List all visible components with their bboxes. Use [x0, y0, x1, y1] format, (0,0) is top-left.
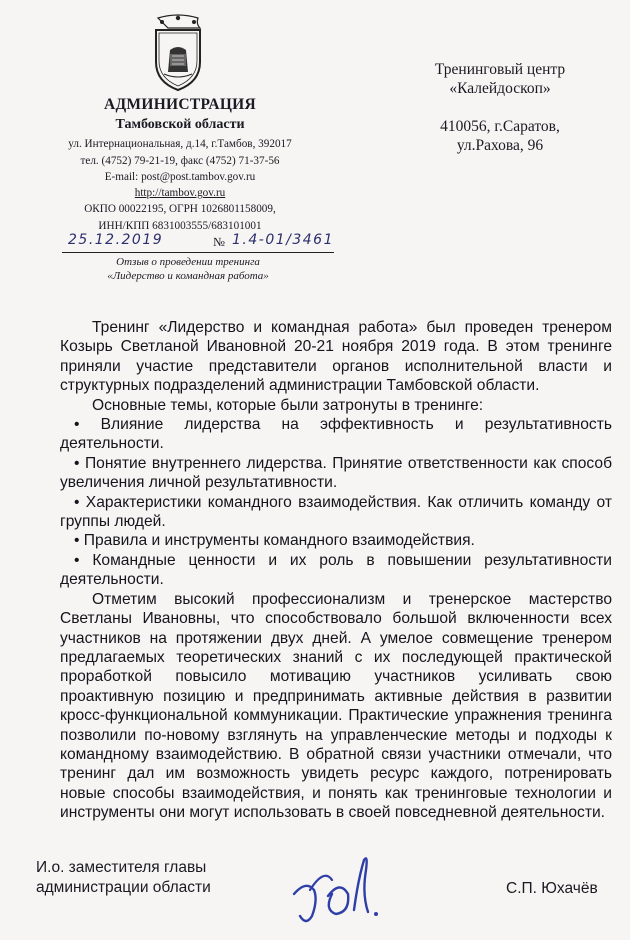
topic-bullet-2: • Понятие внутреннего лидерства. Принятие ответственности как способ увеличения личной результативности.: [60, 454, 612, 492]
paragraph-conclusion: Отметим высокий профессионализм и тренерское мастерство Светланы Ивановны, что способствовало большой включенности всех участников на протяжении двух дней. А умелое совмещение тренером предлагаемых теоретических знаний с их последующей практической проработкой повысило мотивацию участников усиливать свою проактивную позицию и предпринимать активные действия в развитии кросс-функциональной коммуникации. Практические упражнения тренинга позволили по-новому взглянуть на управленческие методы и подходы к командному взаимодействию. В обратной связи участники отмечали, что тренинг дал им возможность увидеть ресурс каждого, потренировать новые способы взаимодействия, и понять как тренинговые технологии и инструменты они могут использовать в своей повседневной деятельности.: [60, 590, 612, 822]
signer-name: С.П. Юхачёв: [506, 880, 598, 897]
handwritten-signature: [284, 850, 404, 930]
letter-subject: [88, 255, 288, 284]
org-okpo: ОКПО 00022195, ОГРН 1026801158009,: [84, 203, 276, 216]
subject-line-2: «Лидерство и командная работа»: [107, 270, 269, 283]
signer-position-1: И.о. заместителя главы: [36, 859, 207, 876]
recipient-name-1: Тренинговый центр: [434, 61, 566, 78]
org-email: E-mail: post@post.tambov.gov.ru: [104, 170, 256, 183]
recipient-block: [405, 60, 595, 156]
topic-bullet-1: • Влияние лидерства на эффективность и результативность деятельности.: [60, 416, 612, 453]
reference-date: 25.12.2019: [68, 232, 164, 248]
paragraph-topics-intro: Основные темы, которые были затронуты в тренинге:: [92, 396, 484, 414]
reference-number: 1.4-01/3461: [232, 232, 334, 248]
recipient-name-2: «Калейдоскоп»: [449, 80, 551, 98]
topic-bullet-4: • Правила и инструменты командного взаимодействия.: [74, 532, 475, 550]
sender-block: [50, 96, 310, 234]
letter-body: [60, 318, 612, 823]
signer-position: [36, 858, 211, 898]
org-requisites: [50, 136, 310, 233]
paragraph-intro: Тренинг «Лидерство и командная работа» был проведен тренером Козырь Светланой Ивановной 20-21 ноября 2019 года. В этом тренинге приняли участие представители органов исполнительной власти и структурных подразделений администрации Тамбовской области.: [60, 319, 612, 395]
org-region: Тамбовской области: [115, 116, 245, 132]
topic-bullet-5: • Командные ценности и их роль в повышении результативности деятельности.: [60, 551, 612, 589]
coat-of-arms-icon: [150, 14, 206, 92]
org-inn: ИНН/КПП 6831003555/683101001: [98, 219, 262, 232]
org-address: ул. Интернациональная, д.14, г.Тамбов, 392017: [68, 138, 292, 151]
recipient-address-1: 410056, г.Саратов,: [440, 117, 560, 135]
org-name: АДМИНИСТРАЦИЯ: [103, 96, 257, 113]
org-phone: тел. (4752) 79-21-19, факс (4752) 71-37-56: [80, 154, 280, 167]
recipient-address: [405, 117, 595, 156]
subject-line-1: Отзыв о проведении тренинга: [116, 256, 260, 268]
recipient-address-2: ул.Рахова, 96: [456, 137, 544, 155]
signer-position-2: администрации области: [36, 879, 211, 897]
reference-number-label: №: [213, 235, 225, 249]
org-website-link[interactable]: http://tambov.gov.ru: [134, 187, 226, 200]
topic-bullet-3: • Характеристики командного взаимодействия. Как отличить команду от группы людей.: [60, 493, 612, 531]
